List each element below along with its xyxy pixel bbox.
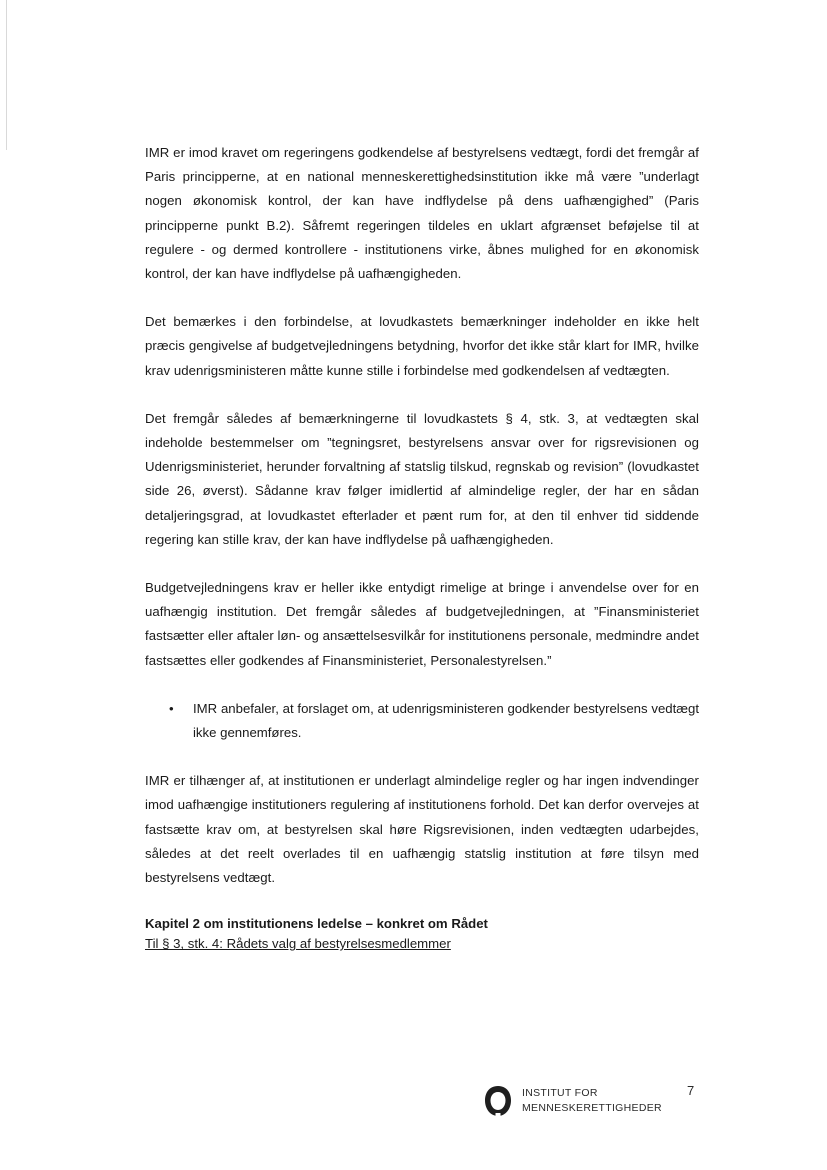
section-subheading: Til § 3, stk. 4: Rådets valg af bestyrelsesmedlemmer (145, 936, 451, 952)
chapter-heading: Kapitel 2 om institutionens ledelse – konkret om Rådet (145, 916, 488, 932)
institute-logo (482, 1083, 662, 1119)
bullet-dot: • (169, 700, 174, 716)
recommendation-list (145, 697, 699, 745)
logo-wordmark (522, 1086, 662, 1116)
paragraph-2: Det bemærkes i den forbindelse, at lovudkastets bemærkninger indeholder en ikke helt præcis gengivelse af budgetvejledningens betydning, hvorfor det ikke står klart for IMR, hvilke krav udenrigsministeren måtte kunne stille i forbindelse med godkendelsen af vedtægten. (145, 314, 699, 378)
paragraph-1: IMR er imod kravet om regeringens godkendelse af bestyrelsens vedtægt, fordi det fremgår af Paris principperne, at en national menneskerettighedsinstitution ikke må være ”underlagt nogen økonomisk kontrol, der kan have indflydelse på dens uafhængighed” (Paris principperne punkt B.2). Såfremt regeringen tildeles en uklart afgrænset beføjelse til at regulere - og dermed kontrollere - institutionens virke, åbnes mulighed for en økonomisk kontrol, der kan have indflydelse på uafhængigheden. (145, 145, 699, 282)
paragraph-4: Budgetvejledningens krav er heller ikke entydigt rimelige at bringe i anvendelse over for en uafhængig institution. Det fremgår således af budgetvejledningen, at ”Finansministeriet fastsætter eller aftaler løn- og ansættelsesvilkår for institutionens personale, medmindre andet fastsættes eller godkendes af Finansministeriet, Personalestyrelsen.” (145, 580, 699, 668)
recommendation-text: IMR anbefaler, at forslaget om, at udenrigsministeren godkender bestyrelsens vedtægt ikke gennemføres. (193, 700, 699, 741)
scan-edge-line (6, 0, 7, 150)
logo-line-2: MENNESKERETTIGHEDER (522, 1102, 662, 1114)
document-body (145, 141, 699, 954)
paragraph-3: Det fremgår således af bemærkningerne til lovudkastets § 4, stk. 3, at vedtægten skal indeholde bestemmelser om ”tegningsret, bestyrelsens ansvar over for rigsrevisionen og Udenrigsministeriet, herunder forvaltning af statslig tilskud, regnskab og revision” (lovudkastet side 26, øverst). Sådanne krav følger imidlertid af almindelige regler, der har en sådan detaljeringsgrad, at lovudkastet efterlader et pænt rum for, at den til enhver tid siddende regering kan stille krav, der kan have indflydelse på uafhængigheden. (145, 410, 699, 547)
logo-line-1: INSTITUT FOR (522, 1087, 598, 1099)
recommendation-item (145, 697, 699, 745)
page-number: 7 (687, 1083, 695, 1098)
imr-ring-logo-icon (482, 1083, 514, 1119)
paragraph-5: IMR er tilhænger af, at institutionen er underlagt almindelige regler og har ingen indvendinger imod uafhængige institutioners regulering af institutionens forhold. Det kan derfor overvejes at fastsætte krav om, at bestyrelsen skal høre Rigsrevisionen, inden vedtægten udarbejdes, således at det reelt overlades til en uafhængig statslig institution at føre tilsyn med bestyrelsens vedtægt. (145, 773, 699, 886)
